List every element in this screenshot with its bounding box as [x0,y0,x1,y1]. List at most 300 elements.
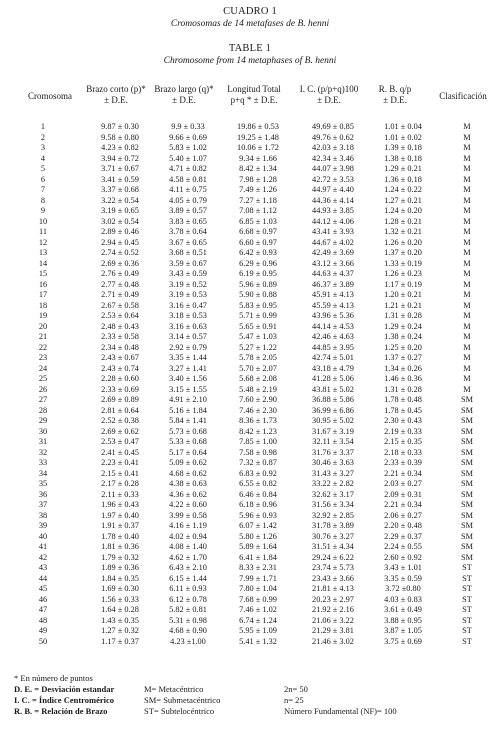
table-row [0,143,500,154]
header-rb-line1: R. B. q/p [378,84,412,94]
cell-indice-centromerico: 31.56 ± 3.34 [312,500,354,509]
cell-cromosoma: 30 [38,426,48,436]
cell-longitud-total: 6.41 ± 1.84 [239,552,277,562]
cell-relacion-brazo: 1.28 ± 0.21 [384,216,422,226]
cell-clasificacion: ST [462,594,472,604]
cell-longitud-total: 6.46 ± 0.84 [239,489,277,499]
table-row [0,217,500,228]
cell-longitud-total: 19.86 ± 0.53 [237,122,279,131]
cell-indice-centromerico: 44.36 ± 4.14 [312,195,354,205]
cell-longitud-total: 5.47 ± 1.03 [239,332,277,341]
header-ic-line2: ± D.E. [317,95,341,105]
cell-longitud-total: 5.68 ± 2.08 [239,374,277,383]
table-row [0,595,500,606]
cell-clasificacion: ST [462,605,472,614]
cell-brazo-corto: 3.71 ± 0.67 [101,164,139,173]
cell-clasificacion: M [463,258,471,268]
cell-clasificacion: M [463,363,471,373]
cell-brazo-corto: 2.89 ± 0.46 [101,227,139,236]
cell-cromosoma: 44 [38,573,48,583]
cell-cromosoma: 28 [38,405,48,415]
cell-indice-centromerico: 43.41 ± 3.93 [312,227,354,236]
cell-longitud-total: 5.89 ± 1.64 [239,542,277,551]
cell-brazo-corto: 2.81 ± 0.64 [101,405,139,415]
cell-brazo-largo: 3.19 ± 0.52 [169,279,207,289]
cell-longitud-total: 7.32 ± 0.87 [239,458,277,467]
cell-longitud-total: 5.96 ± 0.89 [239,279,277,289]
header-brazo-corto [78,84,154,106]
table-row [0,374,500,385]
cell-cromosoma: 38 [38,510,48,520]
cell-relacion-brazo: 1.32 ± 0.21 [384,227,422,236]
cell-cromosoma: 17 [38,290,48,299]
cell-cromosoma: 21 [38,332,48,341]
cell-relacion-brazo: 2.20 ± 0.48 [384,521,422,530]
cell-cromosoma: 32 [38,447,48,457]
cell-indice-centromerico: 30.76 ± 3.27 [312,531,354,541]
cell-longitud-total: 6.55 ± 0.82 [239,479,277,488]
table-row [0,175,500,186]
cell-relacion-brazo: 1.34 ± 0.26 [384,363,422,373]
cell-brazo-largo: 3.18 ± 0.53 [169,311,207,320]
cell-brazo-largo: 4.11 ± 0.75 [169,185,207,194]
cell-longitud-total: 8.42 ± 1.34 [239,164,277,173]
cell-clasificacion: M [463,353,471,362]
cell-clasificacion: M [463,374,471,383]
cell-relacion-brazo: 1.37 ± 0.27 [384,353,422,362]
cell-relacion-brazo: 1.25 ± 0.20 [384,342,422,352]
cell-relacion-brazo: 1.01 ± 0.04 [384,122,422,131]
note-subtelocentrico: ST= Subtelocéntrico [144,706,215,716]
cell-longitud-total: 7.68 ± 0.99 [239,594,277,604]
note-n: n= 25 [284,695,304,705]
cell-clasificacion: ST [462,573,472,583]
cell-longitud-total: 6.74 ± 1.24 [239,615,277,625]
cell-relacion-brazo: 3.72 ±0.80 [385,584,421,593]
cell-clasificacion: SM [461,458,473,467]
cell-brazo-corto: 2.53 ± 0.47 [101,437,139,446]
cell-clasificacion: M [463,122,471,131]
header-clasificacion: Clasificación [439,91,487,101]
cell-longitud-total: 7.49 ± 1.26 [239,185,277,194]
cell-relacion-brazo: 1.78 ± 0.48 [384,395,422,404]
cell-cromosoma: 43 [38,563,48,572]
chromosome-table [0,122,500,647]
cell-brazo-largo: 6.15 ± 1.44 [169,573,207,583]
cell-indice-centromerico: 44.07 ± 3.98 [312,164,354,173]
table-row [0,469,500,480]
cell-indice-centromerico: 33.22 ± 2.82 [312,479,354,488]
cell-longitud-total: 7.46 ± 1.02 [239,605,277,614]
table-row [0,511,500,522]
cell-brazo-largo: 3.68 ± 0.51 [169,248,207,257]
cell-brazo-largo: 4.36 ± 0.62 [169,489,207,499]
cell-brazo-largo: 4.08 ± 1.40 [169,542,207,551]
cell-clasificacion: M [463,279,471,289]
cell-brazo-largo: 3.16 ± 0.47 [169,300,207,310]
cell-relacion-brazo: 1.78 ± 0.45 [384,405,422,415]
cell-cromosoma: 46 [38,594,48,604]
cell-cromosoma: 10 [38,216,48,226]
cell-brazo-corto: 4.23 ± 0.82 [101,143,139,152]
cell-brazo-largo: 5.16 ± 1.84 [169,405,207,415]
cell-relacion-brazo: 1.21 ± 0.21 [384,300,422,310]
cell-longitud-total: 5.71 ± 0.99 [239,311,277,320]
header-ic-line1: I. C. (p/p+q)100 [299,84,359,94]
cell-clasificacion: SM [461,531,473,541]
table-row [0,259,500,270]
cell-brazo-largo: 6.11 ± 0.93 [169,584,207,593]
table-row [0,227,500,238]
table-row [0,290,500,301]
cell-clasificacion: M [463,227,471,236]
cell-relacion-brazo: 1.17 ± 0.19 [384,279,422,289]
cell-indice-centromerico: 29.24 ± 6.22 [312,552,354,562]
cell-indice-centromerico: 23.74 ± 5.73 [312,563,354,572]
cell-indice-centromerico: 43.96 ± 5.36 [312,311,354,320]
cell-longitud-total: 8.42 ± 1.23 [239,426,277,436]
cell-brazo-corto: 1.79 ± 0.32 [101,552,139,562]
cell-brazo-corto: 2.48 ± 0.43 [101,321,139,331]
cell-cromosoma: 39 [38,521,48,530]
cell-brazo-corto: 2.11 ± 0.33 [101,489,139,499]
cell-longitud-total: 7.85 ± 1.00 [239,437,277,446]
cell-cromosoma: 9 [40,206,46,215]
header-brazo-corto-line1: Brazo corto (p)* [86,84,146,94]
cell-brazo-corto: 2.67 ± 0.58 [101,300,139,310]
cell-relacion-brazo: 1.29 ± 0.24 [384,321,422,331]
cell-relacion-brazo: 1.39 ± 0.18 [384,143,422,152]
cell-clasificacion: M [463,143,471,152]
header-brazo-largo-line1: Brazo largo (q)* [154,84,214,94]
cell-brazo-largo: 5.09 ± 0.62 [169,458,207,467]
cell-indice-centromerico: 21.46 ± 3.02 [312,636,354,646]
cell-clasificacion: M [463,342,471,352]
cell-indice-centromerico: 36.88 ± 5.86 [312,395,354,404]
cell-relacion-brazo: 1.31 ± 0.28 [384,384,422,394]
cell-relacion-brazo: 1.24 ± 0.22 [384,185,422,194]
cell-longitud-total: 5.96 ± 0.93 [239,510,277,520]
cell-clasificacion: M [463,195,471,205]
cell-cromosoma: 11 [39,227,47,236]
cell-longitud-total: 8.36 ± 1.73 [239,416,277,425]
cell-clasificacion: SM [461,510,473,520]
cell-indice-centromerico: 42.46 ± 4.63 [312,332,354,341]
cell-clasificacion: M [463,185,471,194]
cell-cromosoma: 16 [38,279,48,289]
note-submetacentrico: SM= Submetacéntrico [144,695,221,705]
cell-longitud-total: 5.80 ± 1.26 [239,531,277,541]
cell-relacion-brazo: 3.88 ± 0.95 [384,615,422,625]
table-row [0,322,500,333]
cell-relacion-brazo: 1.29 ± 0.21 [384,164,422,173]
cell-clasificacion: ST [462,563,472,572]
cell-cromosoma: 37 [38,500,48,509]
cell-indice-centromerico: 44.97 ± 4.40 [312,185,354,194]
cell-indice-centromerico: 32.92 ± 2.85 [312,510,354,520]
header-longitud-line1: Longitud Total [227,84,281,94]
cell-relacion-brazo: 1.27 ± 0.21 [384,195,422,205]
cell-indice-centromerico: 44.67 ± 4.02 [312,237,354,247]
table-row [0,343,500,354]
cell-longitud-total: 5.78 ± 2.05 [239,353,277,362]
cell-indice-centromerico: 41.28 ± 5.06 [312,374,354,383]
cell-relacion-brazo: 4.03 ± 0.83 [384,594,422,604]
cell-clasificacion: SM [461,489,473,499]
cell-cromosoma: 47 [38,605,48,614]
cell-brazo-largo: 9.9 ± 0.33 [171,122,205,131]
cell-brazo-largo: 3.19 ± 0.53 [169,290,207,299]
cell-clasificacion: SM [461,437,473,446]
cell-relacion-brazo: 1.36 ± 0.18 [384,174,422,184]
cell-brazo-corto: 1.89 ± 0.36 [101,563,139,572]
table-row [0,133,500,144]
header-cromosoma: Cromosoma [28,91,72,101]
cell-relacion-brazo: 3.43 ± 1.01 [384,563,422,572]
cell-cromosoma: 29 [38,416,48,425]
cell-indice-centromerico: 44.85 ± 3.95 [312,342,354,352]
footnote-points: * En número de puntos [14,673,93,683]
cell-brazo-corto: 2.74 ± 0.52 [101,248,139,257]
cell-clasificacion: M [463,132,471,142]
cuadro-subtitle: Cromosomas de 14 metafases de B. henni [170,19,330,29]
cell-cromosoma: 8 [40,195,46,205]
cell-relacion-brazo: 3.61 ± 0.49 [384,605,422,614]
table-row [0,626,500,637]
cell-relacion-brazo: 2.21 ± 0.34 [384,468,422,478]
cell-brazo-largo: 4.02 ± 0.94 [169,531,207,541]
cell-brazo-largo: 3.59 ± 0.67 [169,258,207,268]
table-row [0,605,500,616]
cell-indice-centromerico: 21.92 ± 2.16 [312,605,354,614]
cell-clasificacion: M [463,216,471,226]
cell-brazo-largo: 5.82 ± 0.81 [169,605,207,614]
cell-longitud-total: 7.27 ± 1.18 [239,195,277,205]
cell-cromosoma: 41 [38,542,48,551]
cell-clasificacion: ST [462,626,472,635]
cell-cromosoma: 31 [38,437,48,446]
table-row [0,542,500,553]
cell-longitud-total: 5.27 ± 1.22 [239,342,277,352]
cell-brazo-corto: 1.64 ± 0.28 [101,605,139,614]
cell-brazo-largo: 4.05 ± 0.79 [169,195,207,205]
table-row [0,311,500,322]
cell-clasificacion: M [463,206,471,215]
table-row [0,301,500,312]
cell-cromosoma: 49 [38,626,48,635]
cell-cromosoma: 27 [38,395,48,404]
cell-brazo-largo: 4.22 ± 0.60 [169,500,207,509]
cell-clasificacion: ST [462,636,472,646]
cell-brazo-corto: 2.17 ± 0.28 [101,479,139,488]
table-title: TABLE 1 [228,43,272,54]
cuadro-title: CUADRO 1 [223,6,277,17]
cell-clasificacion: M [463,332,471,341]
cell-brazo-largo: 6.12 ± 0.78 [169,594,207,604]
cell-brazo-corto: 9.58 ± 0.80 [101,132,139,142]
cell-longitud-total: 6.60 ± 0.97 [239,237,277,247]
cell-brazo-corto: 2.23 ± 0.41 [101,458,139,467]
cell-indice-centromerico: 31.78 ± 3.89 [312,521,354,530]
cell-brazo-largo: 3.15 ± 1.55 [169,384,207,394]
cell-indice-centromerico: 31.67 ± 3.19 [312,426,354,436]
cell-brazo-largo: 6.43 ± 2.10 [169,563,207,572]
table-row [0,122,500,133]
cell-indice-centromerico: 45.59 ± 4.13 [312,300,354,310]
cell-relacion-brazo: 2.30 ± 0.43 [384,416,422,425]
cell-cromosoma: 3 [40,143,46,152]
cell-longitud-total: 19.25 ± 1.48 [237,132,279,142]
cell-indice-centromerico: 30.46 ± 3.63 [312,458,354,467]
note-rb: R. B. = Relación de Brazo [14,706,108,716]
cell-brazo-largo: 4.38 ± 0.63 [169,479,207,488]
cell-longitud-total: 6.85 ± 1.03 [239,216,277,226]
cell-relacion-brazo: 1.31 ± 0.28 [384,311,422,320]
cell-brazo-largo: 4.68 ± 0.62 [169,468,207,478]
table-row [0,437,500,448]
cell-cromosoma: 23 [38,353,48,362]
cell-brazo-corto: 2.69 ± 0.62 [101,426,139,436]
cell-indice-centromerico: 45.91 ± 4.13 [312,290,354,299]
cell-cromosoma: 19 [38,311,48,320]
cell-brazo-corto: 1.81 ± 0.36 [101,542,139,551]
cell-brazo-corto: 1.91 ± 0.37 [101,521,139,530]
cell-clasificacion: ST [462,584,472,593]
cell-clasificacion: SM [461,521,473,530]
cell-longitud-total: 6.07 ± 1.42 [239,521,277,530]
cell-cromosoma: 13 [38,248,48,257]
cell-brazo-corto: 2.28 ± 0.60 [101,374,139,383]
table-notes [14,673,494,717]
cell-cromosoma: 48 [38,615,48,625]
note-metacentrico: M= Metacéntrico [144,684,204,694]
header-longitud-line2: p+q * ± D.E. [230,95,278,105]
cell-relacion-brazo: 2.15 ± 0.35 [384,437,422,446]
table-row [0,490,500,501]
cell-brazo-largo: 5.31 ± 0.98 [169,615,207,625]
table-row [0,479,500,490]
cell-cromosoma: 14 [38,258,48,268]
cell-cromosoma: 40 [38,531,48,541]
cell-clasificacion: M [463,174,471,184]
table-row [0,616,500,627]
note-ic: I. C. = Índice Centromérico [14,695,115,705]
cell-cromosoma: 5 [40,164,46,173]
cell-clasificacion: SM [461,416,473,425]
cell-cromosoma: 15 [38,269,48,278]
cell-longitud-total: 6.29 ± 0.96 [239,258,277,268]
cell-brazo-corto: 2.34 ± 0.48 [101,342,139,352]
table-row [0,196,500,207]
table-row [0,500,500,511]
cell-indice-centromerico: 30.95 ± 5.02 [312,416,354,425]
cell-longitud-total: 5.83 ± 0.95 [239,300,277,310]
cell-brazo-corto: 9.87 ± 0.30 [101,122,139,131]
cell-brazo-corto: 3.41 ± 0.59 [101,174,139,184]
cell-brazo-largo: 3.40 ± 1.56 [169,374,207,383]
table-row [0,395,500,406]
cell-relacion-brazo: 2.18 ± 0.33 [384,447,422,457]
cell-clasificacion: SM [461,542,473,551]
cell-longitud-total: 7.80 ± 1.04 [239,584,277,593]
cell-brazo-largo: 4.23 ±1.00 [170,636,206,646]
cell-indice-centromerico: 44.93 ± 3.85 [312,206,354,215]
cell-relacion-brazo: 1.01 ± 0.02 [384,132,422,142]
cell-relacion-brazo: 2.24 ± 0.55 [384,542,422,551]
cell-longitud-total: 6.68 ± 0.97 [239,227,277,236]
cell-longitud-total: 5.90 ± 0.88 [239,290,277,299]
cell-brazo-largo: 2.92 ± 0.79 [169,342,207,352]
cell-clasificacion: SM [461,468,473,478]
header-brazo-corto-line2: ± D.E. [104,95,128,105]
table-row [0,280,500,291]
cell-clasificacion: SM [461,447,473,457]
table-row [0,385,500,396]
cell-indice-centromerico: 31.43 ± 3.27 [312,468,354,478]
note-nf: Número Fundamental (NF)= 100 [284,706,397,716]
cell-brazo-corto: 1.56 ± 0.33 [101,594,139,604]
cell-indice-centromerico: 43.12 ± 3.66 [312,258,354,268]
cell-cromosoma: 33 [38,458,48,467]
cell-relacion-brazo: 1.33 ± 0.19 [384,258,422,268]
cell-indice-centromerico: 49.76 ± 0.62 [312,132,354,142]
cell-clasificacion: M [463,269,471,278]
cell-relacion-brazo: 2.60 ± 0.92 [384,552,422,562]
table-row [0,416,500,427]
cell-cromosoma: 50 [38,636,48,646]
cell-brazo-corto: 2.33 ± 0.69 [101,384,139,394]
cell-brazo-largo: 4.58 ± 0.81 [169,174,207,184]
cell-clasificacion: SM [461,479,473,488]
cell-brazo-largo: 3.78 ± 0.64 [169,227,207,236]
cell-relacion-brazo: 3.35 ± 0.59 [384,573,422,583]
cell-brazo-largo: 5.17 ± 0.64 [169,447,207,457]
cell-indice-centromerico: 21.81 ± 4.13 [312,584,354,593]
cell-longitud-total: 5.70 ± 2.07 [239,363,277,373]
cell-brazo-corto: 2.43 ± 0.74 [101,363,139,373]
cell-indice-centromerico: 42.72 ± 3.53 [312,174,354,184]
cell-brazo-largo: 3.14 ± 0.57 [169,332,207,341]
cell-brazo-corto: 3.94 ± 0.72 [101,153,139,163]
cell-brazo-largo: 4.91 ± 2.10 [169,395,207,404]
table-row [0,364,500,375]
cell-longitud-total: 6.83 ± 0.92 [239,468,277,478]
cell-brazo-largo: 3.89 ± 0.57 [169,206,207,215]
note-de: D. E. = Desviación estandar [14,684,115,694]
cell-clasificacion: M [463,153,471,163]
cell-longitud-total: 8.33 ± 2.31 [239,563,277,572]
cell-longitud-total: 5.65 ± 0.91 [239,321,277,331]
table-row [0,164,500,175]
cell-brazo-largo: 5.73 ± 0.68 [169,426,207,436]
cell-brazo-corto: 1.27 ± 0.32 [101,626,139,635]
cell-brazo-corto: 3.19 ± 0.65 [101,206,139,215]
cell-indice-centromerico: 49.69 ± 0.85 [312,122,354,131]
cell-brazo-corto: 1.43 ± 0.35 [101,615,139,625]
cell-indice-centromerico: 42.49 ± 3.69 [312,248,354,257]
cell-clasificacion: SM [461,552,473,562]
cell-longitud-total: 7.60 ± 2.90 [239,395,277,404]
cell-clasificacion: M [463,311,471,320]
header-rb-line2: ± D.E. [383,95,407,105]
cell-clasificacion: SM [461,395,473,404]
table-row [0,532,500,543]
table-row [0,332,500,343]
cell-cromosoma: 20 [38,321,48,331]
cell-clasificacion: M [463,237,471,247]
cell-cromosoma: 18 [38,300,48,310]
cell-relacion-brazo: 1.46 ± 0.36 [384,374,422,383]
